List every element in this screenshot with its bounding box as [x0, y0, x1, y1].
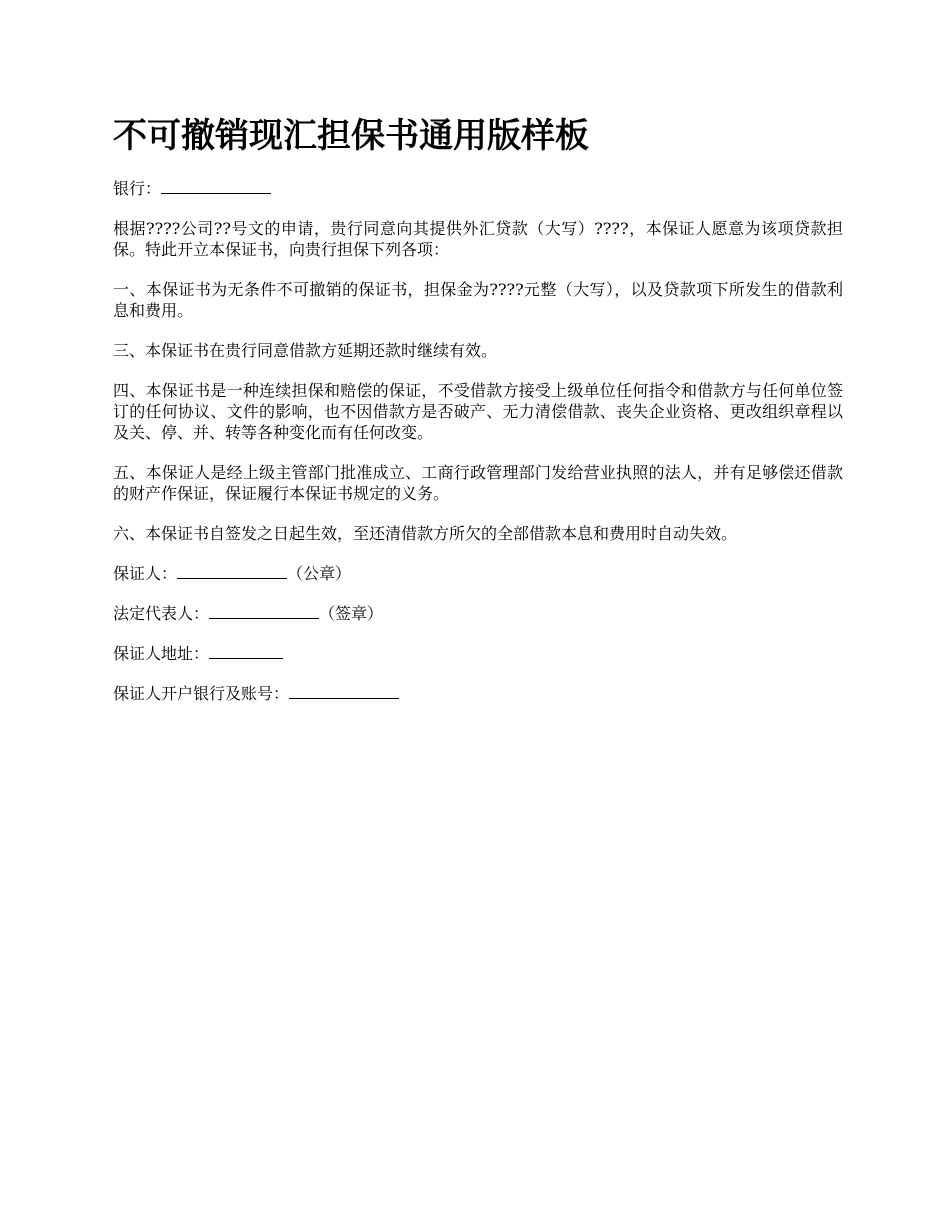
- paragraph-item-1: 一、本保证书为无条件不可撤销的保证书，担保金为????元整（大写），以及贷款项下所发生的借款利息和费用。: [113, 280, 843, 320]
- legal-rep-field: [113, 603, 843, 624]
- legal-rep-blank: [209, 604, 319, 619]
- guarantor-label: 保证人：: [113, 564, 178, 583]
- account-blank: [289, 684, 399, 699]
- account-field: [113, 683, 843, 704]
- paragraph-item-5: 五、本保证人是经上级主管部门批准成立、工商行政管理部门发给营业执照的法人，并有足够偿还借款的财产作保证，保证履行本保证书规定的义务。: [113, 463, 843, 503]
- guarantor-suffix: （公章）: [287, 564, 352, 583]
- account-label: 保证人开户银行及账号：: [113, 684, 290, 703]
- address-blank: [209, 644, 283, 659]
- paragraph-item-6: 六、本保证书自签发之日起生效，至还清借款方所欠的全部借款本息和费用时自动失效。: [113, 524, 738, 543]
- document-title: 不可撤销现汇担保书通用版样板: [113, 116, 589, 156]
- guarantor-field: [113, 563, 843, 584]
- guarantor-blank: [177, 564, 287, 579]
- legal-rep-suffix: （签章）: [319, 604, 384, 623]
- bank-label: 银行：: [113, 179, 162, 198]
- address-label: 保证人地址：: [113, 644, 210, 663]
- bank-blank: [161, 179, 271, 194]
- legal-rep-label: 法定代表人：: [113, 604, 210, 623]
- bank-field: [113, 178, 843, 199]
- paragraph-item-4: 四、本保证书是一种连续担保和赔偿的保证，不受借款方接受上级单位任何指令和借款方与任何单位签订的任何协议、文件的影响，也不因借款方是否破产、无力清偿借款、丧失企业资格、更改组织章程以及关、停、并、转等各种变化而有任何改变。: [113, 381, 843, 442]
- paragraph-item-3: 三、本保证书在贵行同意借款方延期还款时继续有效。: [113, 341, 498, 360]
- paragraph-intro: 根据????公司??号文的申请，贵行同意向其提供外汇贷款（大写）????，本保证人愿意为该项贷款担保。特此开立本保证书，向贵行担保下列各项：: [113, 219, 843, 259]
- document-body: [113, 178, 843, 723]
- address-field: [113, 643, 843, 664]
